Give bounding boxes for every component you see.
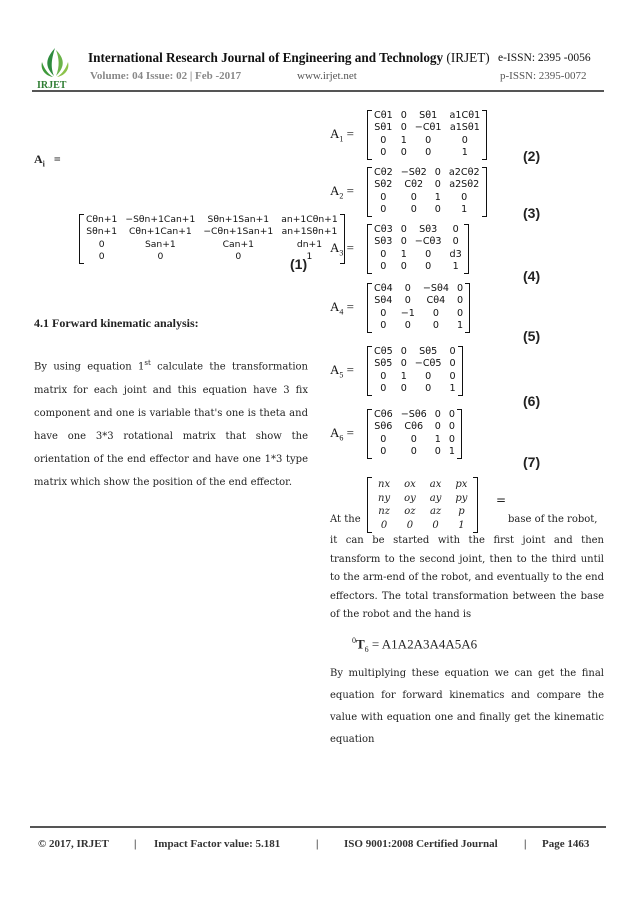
a1-cell: 0 [400,147,407,159]
general-matrix-cell: −Sθn+1Can+1 [125,214,196,225]
general-matrix-cell: 0 [98,251,105,263]
matrix-label-equals: = [343,299,354,314]
final-bracket-left [367,477,372,533]
a2-cell: Cθ2 [404,179,424,191]
general-matrix-cell: 0 [98,238,105,250]
para-sup: st [144,359,151,367]
a6-row [370,409,459,421]
a3-cell: 0 [425,248,432,260]
a1-cell: 0 [400,122,407,134]
general-matrix-cell: Cθn+1 [86,214,118,225]
matrix-body [370,110,484,163]
a2-cell: 0 [434,179,441,191]
a2-cell: 0 [410,204,417,216]
a1-cell: 0 [380,134,387,146]
t6-subscript: 6 [364,644,369,654]
matrix-label-sub: 1 [339,134,344,144]
general-matrix-row [82,226,342,238]
a6-cell: 1 [448,446,456,458]
a2-cell: 0 [380,191,387,203]
a1-cell: 0 [400,110,407,121]
a3-cell: 0 [452,224,459,235]
a4-cell: 0 [432,320,439,332]
a3-cell: 0 [452,236,459,248]
a5-cell: Cθ5 [374,346,393,357]
a4-cell: 0 [404,283,411,294]
final-matrix-row [372,506,473,518]
a5-cell: 1 [449,383,456,395]
a4-table [370,283,467,333]
a5-cell: −Cθ5 [414,358,442,370]
a6-bracket-right [457,409,462,459]
matrix-label [330,299,354,317]
ai-equation-label [34,152,61,168]
final-matrix-row [372,479,473,491]
journal-url[interactable]: www.irjet.net [297,70,357,82]
t6-letter: T [356,636,365,652]
a4-cell: 0 [404,295,411,307]
matrix-label-letter: A [330,299,340,314]
journal-abbr: (IRJET) [446,50,490,65]
a2-table [370,167,484,217]
a1-cell: a1Cθ1 [449,110,481,121]
a1-cell: Sθ1 [374,122,393,134]
equation-number-4: (4) [523,268,541,284]
a2-cell: 1 [461,204,468,216]
a1-cell: 1 [400,134,407,146]
a5-cell: 0 [449,358,456,370]
final-matrix-cell: ny [378,492,391,504]
footer-sep: | [524,838,527,850]
a1-cell: 0 [425,147,432,159]
a4-cell: 0 [456,295,464,307]
a1-cell: −Cθ1 [414,122,442,134]
a3-row [370,236,466,248]
a5-cell: 0 [449,346,456,357]
para-pre: By using equation 1 [34,361,145,373]
a6-row [370,446,459,458]
a6-cell: 0 [410,446,417,458]
final-matrix-cell: py [455,492,468,504]
a6-table [370,409,459,459]
a4-cell: Sθ4 [374,295,393,307]
general-matrix-cell: dn+1 [296,238,323,250]
a5-cell: 0 [425,383,432,395]
equation-number-5: (5) [523,328,541,344]
a5-cell: 0 [400,346,407,357]
a2-row [370,179,484,191]
a1-cell: Cθ1 [374,110,393,121]
general-matrix-cell: an+1Sθn+1 [281,226,338,238]
a4-cell: 1 [456,320,464,332]
para-post: calculate the transformation matrix for each joint and this equation have 3 fix component and one is variable that's one is theta and have one 3*3 rotational matrix that show the orientation of the end effector and have one 1*3 type matrix which show the position of the end effector. [34,361,308,489]
a6-cell: 1 [434,433,441,445]
a6-cell: Sθ6 [374,421,393,433]
header-divider [32,90,604,92]
matrix-label-equals: = [343,362,354,377]
matrix-label [330,126,354,144]
a5-cell: 0 [449,370,456,382]
ai-letter: A [34,152,43,166]
a5-bracket-left [367,346,372,396]
final-matrix-cell: nz [378,506,390,517]
a3-cell: 0 [400,261,407,273]
matrix-label-letter: A [330,425,340,440]
a4-cell: 0 [456,283,464,294]
matrix-label-equals: = [343,425,354,440]
a5-cell: 1 [400,370,407,382]
a4-row [370,283,467,295]
matrix-label-equals: = [343,240,354,255]
equation-number-6: (6) [523,393,541,409]
a2-cell: 1 [434,191,441,203]
footer-page: Page 1463 [542,838,590,850]
journal-title-text: International Research Journal of Engineering and Technology [88,50,444,65]
final-matrix-cell: 0 [380,519,388,531]
a2-cell: 0 [434,204,441,216]
a5-row [370,346,460,358]
final-matrix-cell: oz [404,506,416,517]
a2-cell: 0 [410,191,417,203]
general-matrix-cell: Can+1 [222,238,255,250]
general-matrix-cell: 1 [306,251,313,263]
a3-cell: 0 [425,261,432,273]
a5-table [370,346,460,396]
a6-cell: 0 [448,433,456,445]
matrix-body [370,167,484,220]
final-matrix-cell: nx [378,479,391,490]
a4-cell: −1 [400,307,415,319]
a5-bracket-right [458,346,463,396]
footer-iso: ISO 9001:2008 Certified Journal [344,838,498,850]
matrix-label-equals: = [343,126,354,141]
a4-row [370,308,467,320]
left-paragraph [34,352,308,495]
a3-bracket-left [367,224,372,274]
a4-bracket-left [367,283,372,333]
final-matrix-cell: p [458,506,465,517]
final-matrix-cell: 0 [432,519,439,531]
final-matrix-cell: ox [404,479,416,490]
a6-bracket-left [367,409,372,459]
matrix-label [330,362,354,380]
a2-cell: a2Cθ2 [448,167,480,178]
final-bracket-right [473,477,478,533]
irjet-logo-icon [34,44,76,90]
a1-cell: Sθ1 [419,110,438,121]
general-matrix-cell: an+1Cθn+1 [281,214,338,225]
journal-title [88,50,490,66]
matrix-label [330,425,354,443]
matrix-body [370,224,466,277]
a3-cell: Sθ3 [374,236,393,248]
equation-number-2: (2) [523,148,541,164]
a3-cell: 1 [400,248,407,260]
right-paragraph-1: it can be started with the first joint and then transform to the second joint, then to the third until to the arm-end of the robot, and eventually to the end effectors. The total transformation between the base of the robot and the hand is [330,535,604,621]
a6-cell: 0 [380,446,387,458]
a6-cell: 0 [434,409,441,420]
a4-bracket-right [465,283,470,333]
general-matrix-cell: Cθn+1Can+1 [128,226,192,238]
footer-divider [30,826,606,828]
a3-row [370,224,466,236]
volume-issue: Volume: 04 Issue: 02 | Feb -2017 [90,70,242,82]
a6-row [370,434,459,446]
equation-number-7: (7) [523,454,541,470]
a4-cell: 0 [380,320,387,332]
a1-row [370,147,484,159]
a1-cell: 0 [425,134,432,146]
a3-cell: Cθ3 [374,224,393,235]
a4-cell: 0 [380,307,387,319]
final-matrix-cell: 1 [458,519,465,531]
general-matrix-cell: −Cθn+1San+1 [203,226,274,238]
a6-cell: Cθ6 [404,421,424,433]
general-matrix-bracket-left [79,214,84,264]
a2-cell: −Sθ2 [400,167,427,178]
a4-cell: 0 [432,307,439,319]
ai-subscript: i [42,159,45,169]
general-matrix-cell: San+1 [144,238,176,250]
general-matrix-cell: 0 [235,251,242,263]
a5-row [370,371,460,383]
a4-cell: 0 [456,307,464,319]
t6-superscript: 0 [352,636,356,645]
a5-cell: 0 [380,370,387,382]
section-heading: 4.1 Forward kinematic analysis: [34,316,199,330]
a6-cell: 0 [410,433,417,445]
right-paragraph-2: By multiplying these equation we can get the final equation for forward kinematics and compare the value with equation one and finally get the kinematic equation [330,668,604,745]
p-issn: p-ISSN: 2395-0072 [500,70,587,82]
matrix-label [330,240,354,258]
final-matrix-row [372,520,473,532]
a4-cell: Cθ4 [426,295,446,307]
matrix-label-equals: = [343,183,354,198]
a4-row [370,295,467,307]
a2-cell: Cθ2 [374,167,393,178]
footer-copyright: © 2017, IRJET [38,838,109,850]
final-matrix-cell: px [455,479,468,490]
a5-cell: 0 [380,383,387,395]
a4-cell: Cθ4 [374,283,393,294]
a2-cell: 0 [461,191,468,203]
a6-cell: 0 [434,446,441,458]
matrix-label-sub: 4 [339,307,344,317]
matrix-body [370,346,460,399]
a1-cell: a1Sθ1 [449,122,480,134]
a5-cell: Sθ5 [419,346,438,357]
general-matrix-cell: Sθn+1 [86,226,118,238]
final-matrix-cell: az [429,506,442,517]
svg-text:IRJET: IRJET [37,80,67,90]
a3-row [370,261,466,273]
a1-row [370,135,484,147]
a3-row [370,249,466,261]
final-matrix-cell: oy [404,492,416,504]
e-issn: e-ISSN: 2395 -0056 [498,52,591,64]
a3-bracket-right [464,224,469,274]
a6-cell: 0 [448,421,456,433]
a2-cell: 0 [380,204,387,216]
general-matrix-row [82,239,342,251]
final-matrix-cell: ax [429,479,442,490]
a3-cell: 0 [400,236,407,248]
equation-number-3: (3) [523,205,541,221]
final-equals: = [496,493,507,507]
a2-row [370,167,484,179]
general-matrix-row [82,214,342,226]
matrix-label-letter: A [330,240,340,255]
a5-cell: Sθ5 [374,358,393,370]
t6-rhs: = A1A2A3A4A5A6 [371,636,478,652]
matrix-body [370,283,467,336]
final-matrix-cell: 0 [406,519,414,531]
a4-row [370,320,467,332]
a1-row [370,122,484,134]
page-header [0,0,638,98]
a4-cell: 0 [404,320,411,332]
a3-cell: 0 [400,224,407,235]
a5-cell: 0 [400,358,407,370]
a2-row [370,204,484,216]
a1-cell: 0 [461,134,468,146]
a6-cell: −Sθ6 [400,409,427,420]
matrix-label-sub: 6 [339,433,344,443]
a1-row [370,110,484,122]
a6-cell: 0 [380,433,387,445]
a1-cell: 1 [461,147,468,159]
a6-row [370,421,459,433]
a5-cell: 0 [425,370,432,382]
a3-cell: Sθ3 [419,224,438,235]
a3-cell: −Cθ3 [414,236,442,248]
matrix-body [370,409,459,462]
a3-cell: 0 [380,248,387,260]
a5-cell: 0 [400,383,407,395]
base-of-robot-text: base of the robot, [508,514,598,525]
a3-cell: 0 [380,261,387,273]
matrix-label-letter: A [330,126,340,141]
a3-cell: d3 [449,248,462,260]
a1-bracket-right [482,110,487,160]
a3-table [370,224,466,274]
a2-row [370,192,484,204]
a1-bracket-left [367,110,372,160]
a6-cell: 0 [434,421,441,433]
matrix-label-sub: 5 [339,370,344,380]
equation-number-1: (1) [290,256,308,272]
a2-cell: Sθ2 [374,179,393,191]
final-transform-matrix [370,477,507,536]
matrix-label-letter: A [330,183,340,198]
matrix-label-sub: 2 [339,191,344,201]
a2-cell: a2Sθ2 [449,179,480,191]
a4-cell: −Sθ4 [422,283,449,294]
a1-table [370,110,484,160]
a3-cell: 1 [452,261,459,273]
a2-bracket-left [367,167,372,217]
footer-impact: Impact Factor value: 5.181 [154,838,281,850]
a6-cell: 0 [448,409,456,420]
at-the-text: At the [330,514,361,525]
general-matrix-cell: 0 [157,251,164,263]
a2-cell: 0 [434,167,441,178]
a5-row [370,383,460,395]
matrix-label [330,183,354,201]
final-matrix-table [370,477,475,533]
matrix-label-letter: A [330,362,340,377]
footer-sep: | [316,838,319,850]
footer-sep: | [134,838,137,850]
final-matrix-cell: ay [429,492,442,504]
matrix-label-sub: 3 [339,248,344,258]
final-matrix-row [372,493,473,505]
a1-cell: 0 [380,147,387,159]
ai-equals: = [53,152,61,166]
a5-row [370,358,460,370]
a2-bracket-right [482,167,487,217]
general-matrix-cell: Sθn+1San+1 [207,214,270,225]
a6-cell: Cθ6 [374,409,393,420]
total-transform-equation [352,636,477,654]
